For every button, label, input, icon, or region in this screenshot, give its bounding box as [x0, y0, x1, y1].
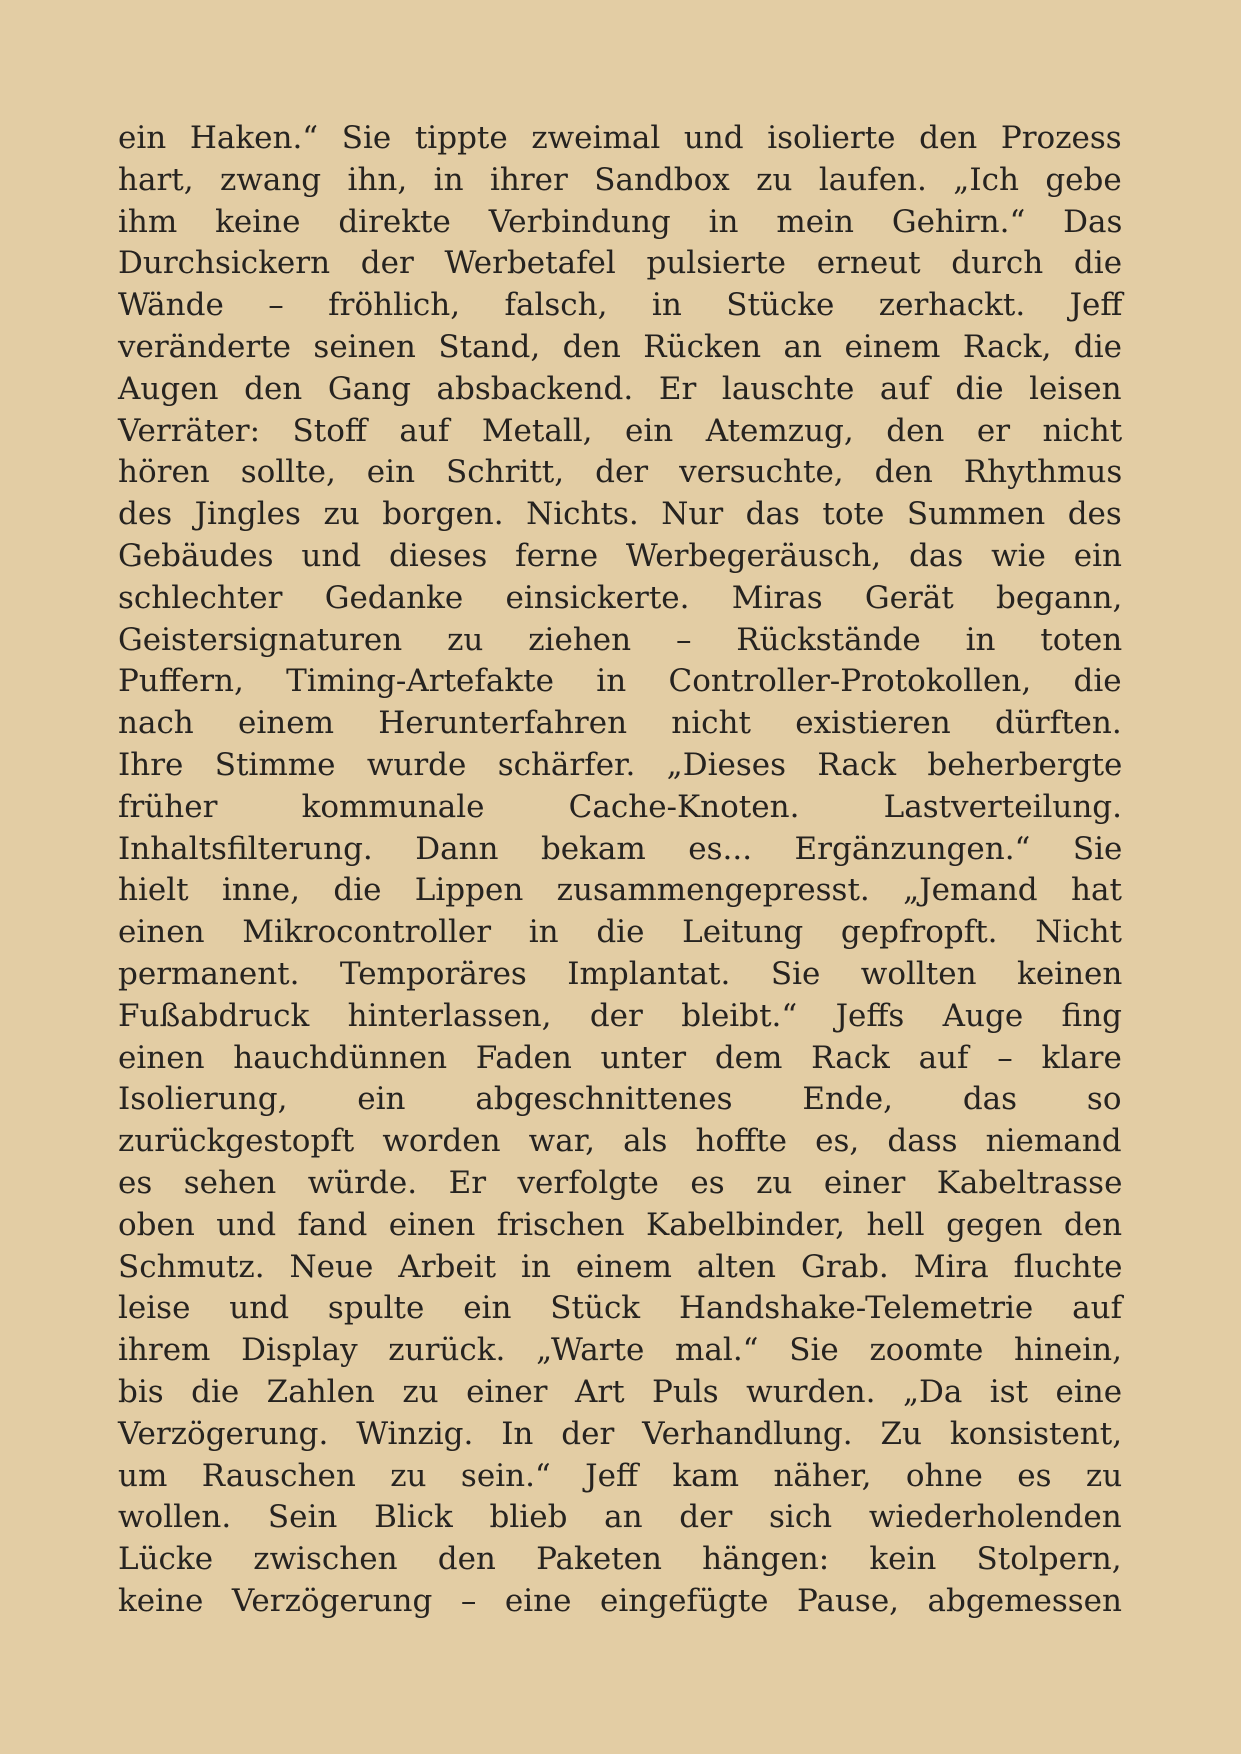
- text-line: hart, zwang ihn, in ihrer Sandbox zu laufen. „Ich gebe: [118, 161, 1122, 198]
- text-line: leise und spulte ein Stück Handshake-Telemetrie auf: [118, 1290, 1123, 1327]
- text-line: Wände – fröhlich, falsch, in Stücke zerhackt. Jeff: [118, 287, 1123, 324]
- text-line: Puffern, Timing-Artefakte in Controller-Protokollen, die: [118, 663, 1122, 700]
- text-line: hielt inne, die Lippen zusammengepresst. „Jemand hat: [118, 872, 1122, 909]
- text-line: schlechter Gedanke einsickerte. Miras Gerät begann,: [118, 579, 1123, 616]
- text-line: Verzögerung. Winzig. In der Verhandlung. Zu konsistent,: [118, 1415, 1123, 1452]
- text-line: wollen. Sein Blick blieb an der sich wiederholenden: [118, 1499, 1122, 1536]
- text-line: Isolierung, ein abgeschnittenes Ende, das so: [118, 1081, 1122, 1118]
- text-line: permanent. Temporäres Implantat. Sie wollten keinen: [118, 955, 1123, 992]
- text-line: Geistersignaturen zu ziehen – Rückstände in toten: [118, 621, 1123, 658]
- text-line: Augen den Gang absbackend. Er lauschte auf die leisen: [118, 370, 1122, 407]
- text-line: es sehen würde. Er verfolgte es zu einer Kabeltrasse: [118, 1164, 1123, 1201]
- text-line: einen hauchdünnen Faden unter dem Rack auf – klare: [118, 1039, 1122, 1076]
- text-line: Durchsickern der Werbetafel pulsierte erneut durch die: [118, 245, 1123, 282]
- text-line: früher kommunale Cache-Knoten. Lastverteilung.: [118, 788, 1122, 825]
- text-line: nach einem Herunterfahren nicht existieren dürften.: [118, 705, 1122, 742]
- text-line: um Rauschen zu sein.“ Jeff kam näher, ohne es zu: [118, 1457, 1123, 1494]
- text-line: keine Verzögerung – eine eingefügte Pause, abgemessen: [118, 1582, 1122, 1619]
- text-line: Ihre Stimme wurde schärfer. „Dieses Rack beherbergte: [118, 746, 1123, 783]
- text-line: Inhaltsfilterung. Dann bekam es... Ergänzungen.“ Sie: [118, 830, 1123, 867]
- text-line: oben und fand einen frischen Kabelbinder, hell gegen den: [118, 1206, 1123, 1243]
- text-line: Lücke zwischen den Paketen hängen: kein Stolpern,: [118, 1541, 1122, 1578]
- text-line: zurückgestopft worden war, als hoffte es, dass niemand: [118, 1123, 1122, 1160]
- text-line: des Jingles zu borgen. Nichts. Nur das tote Summen des: [118, 496, 1122, 533]
- text-line: ihrem Display zurück. „Warte mal.“ Sie zoomte hinein,: [118, 1332, 1122, 1369]
- text-line: bis die Zahlen zu einer Art Puls wurden. „Da ist eine: [118, 1373, 1123, 1410]
- text-line: ihm keine direkte Verbindung in mein Gehirn.“ Das: [118, 203, 1123, 240]
- text-line: veränderte seinen Stand, den Rücken an einem Rack, die: [118, 328, 1123, 365]
- text-line: Gebäudes und dieses ferne Werbegeräusch, das wie ein: [118, 537, 1122, 574]
- text-line: ein Haken.“ Sie tippte zweimal und isolierte den Prozess: [118, 120, 1122, 156]
- text-line: Schmutz. Neue Arbeit in einem alten Grab. Mira fluchte: [118, 1248, 1123, 1285]
- text-line: Fußabdruck hinterlassen, der bleibt.“ Jeffs Auge fing: [118, 997, 1123, 1034]
- text-line: hören sollte, ein Schritt, der versuchte, den Rhythmus: [118, 454, 1123, 491]
- body-text: [118, 118, 1122, 1623]
- text-line: Verräter: Stoff auf Metall, ein Atemzug, den er nicht: [118, 412, 1123, 449]
- text-line: einen Mikrocontroller in die Leitung gepfropft. Nicht: [118, 914, 1123, 951]
